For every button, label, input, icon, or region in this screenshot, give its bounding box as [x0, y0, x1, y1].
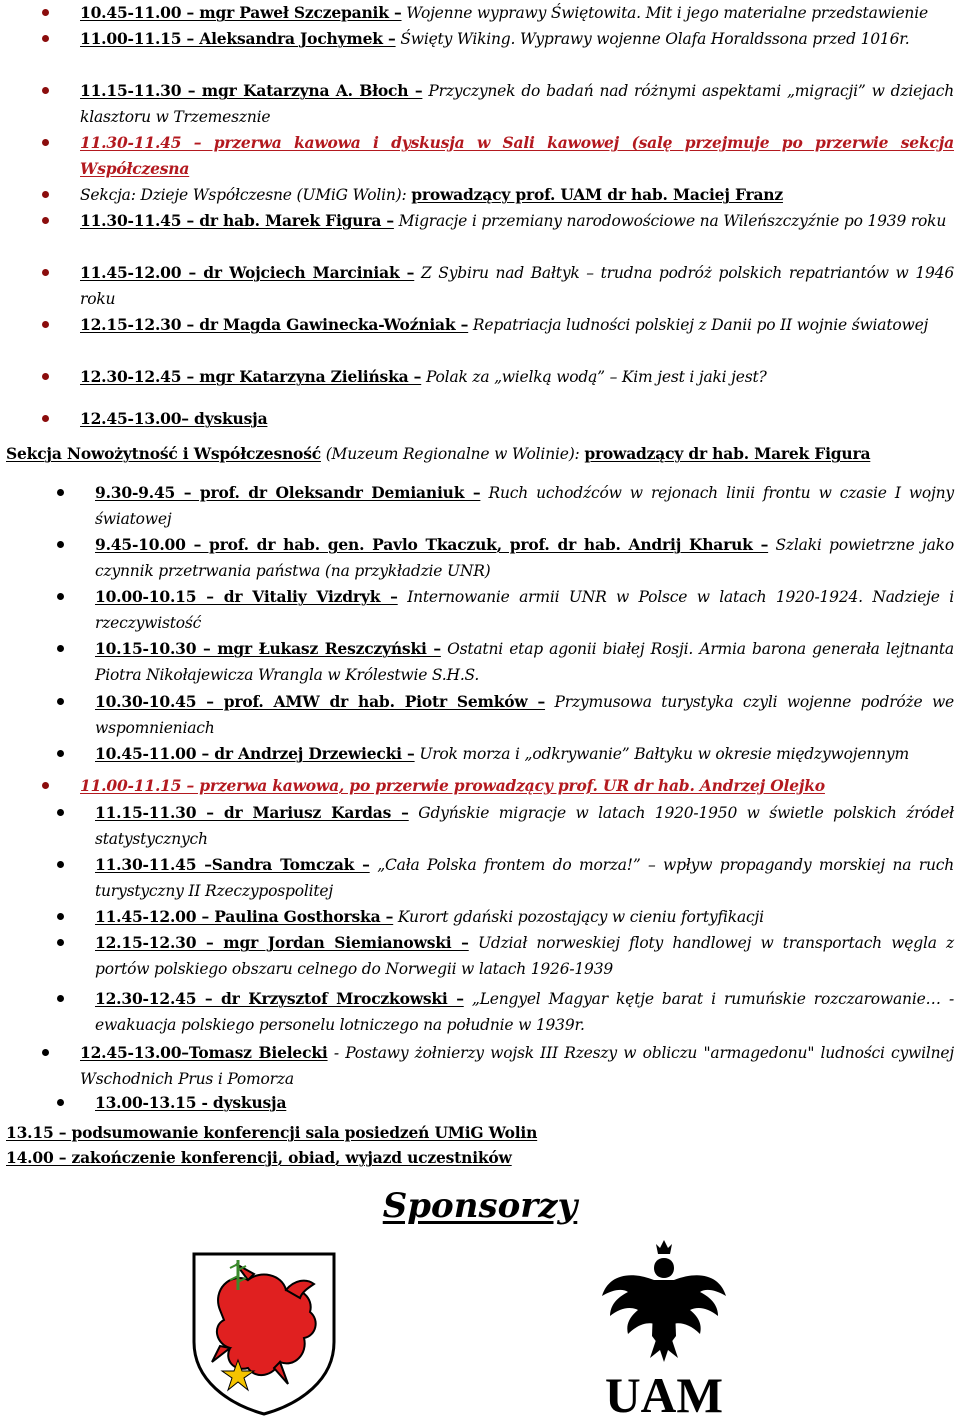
session-time-speaker: 9.45-10.00 – prof. dr hab. gen. Pavlo Tkaczuk, prof. dr hab. Andrij Kharuk – [95, 535, 769, 554]
session-title: Internowanie armii UNR w Polsce w latach 1920-1924. Nadzieje i rzeczywistość [95, 588, 954, 632]
session-time-speaker: 11.45-12.00 – dr Wojciech Marciniak – [80, 263, 415, 282]
closing-line: 13.15 – podsumowanie konferencji sala posiedzeń UMiG Wolin [6, 1123, 538, 1142]
coat-of-arms-griffin-logo [190, 1250, 338, 1416]
section-chair: prowadzący dr hab. Marek Figura [584, 444, 871, 463]
session-time-speaker: 10.45-11.00 – mgr Paweł Szczepanik – [80, 3, 402, 22]
bullet-icon [42, 87, 49, 94]
bullet-icon [57, 541, 64, 548]
bullet-icon [42, 139, 49, 146]
bullet-icon [42, 415, 49, 422]
session-time-speaker: 11.00-11.15 – Aleksandra Jochymek – [80, 29, 396, 48]
session-title: Gdyńskie migracje w latach 1920-1950 w świetle polskich źródeł statystycznych [95, 804, 954, 848]
session-time-speaker: 12.15-12.30 – mgr Jordan Siemianowski – [95, 933, 469, 952]
program-item [0, 130, 960, 182]
section-venue: (Muzeum Regionalne w Wolinie): [325, 445, 580, 463]
bullet-icon [57, 939, 64, 946]
program-item [0, 773, 960, 799]
bullet-icon [57, 593, 64, 600]
bullet-icon [57, 861, 64, 868]
bullet-icon [57, 995, 64, 1002]
session-title: Przymusowa turystyka czyli wojenne podróże we wspomnieniach [95, 693, 954, 737]
break-notice: 11.00-11.15 – przerwa kawowa, po przerwie prowadzący prof. UR dr hab. Andrzej Olejko [80, 776, 825, 795]
session-title: Ruch uchodźców w rejonach linii frontu w czasie I wojny światowej [95, 484, 954, 528]
program-item [0, 904, 960, 930]
bullet-icon [57, 645, 64, 652]
session-time-speaker: 11.45-12.00 – Paulina Gosthorska – [95, 907, 394, 926]
session-title: „Lengyel Magyar kętje barat i rumuńskie rozczarowanie… - ewakuacja polskiego personelu lotniczego na południe w 1939r. [95, 990, 955, 1034]
session-time-speaker: 11.30-11.45 – dr hab. Marek Figura – [80, 211, 394, 230]
bullet-icon [42, 9, 49, 16]
bullet-icon [57, 809, 64, 816]
session-title: Urok morza i „odkrywanie” Bałtyku w okresie międzywojennym [419, 745, 909, 763]
session-title: - Postawy żołnierzy wojsk III Rzeszy w obliczu "armagedonu" ludności cywilnej Wschodnich Prus i Pomorza [80, 1044, 954, 1088]
bullet-icon [42, 782, 49, 789]
session-title: Przyczynek do badań nad różnymi aspektami „migracji” w dziejach klasztoru w Trzemesznie [80, 82, 954, 126]
session-title: Migracje i przemiany narodowościowe na Wileńszczyźnie po 1939 roku [398, 212, 947, 230]
bullet-icon [57, 750, 64, 757]
session-time-speaker: 12.45-13.00–Tomasz Bielecki [80, 1043, 328, 1062]
session-time-speaker: 10.45-11.00 – dr Andrzej Drzewiecki – [95, 744, 415, 763]
session-title: Sekcja: Dzieje Współczesne (UMiG Wolin): [80, 186, 407, 204]
bullet-icon [42, 217, 49, 224]
program-item [0, 1120, 960, 1146]
program-item [0, 312, 960, 338]
bullet-icon [57, 913, 64, 920]
session-time-speaker: 13.00-13.15 - dyskusja [95, 1093, 287, 1112]
bullet-icon [57, 489, 64, 496]
program-item [0, 689, 960, 741]
program-item [0, 364, 960, 390]
program-item [0, 986, 960, 1038]
program-item [0, 182, 960, 208]
session-title: Repatriacja ludności polskiej z Danii po II wojnie światowej [472, 316, 929, 334]
program-item [0, 260, 960, 312]
session-title: Polak za „wielką wodą” – Kim jest i jaki jest? [425, 368, 767, 386]
session-title: Szlaki powietrzne jako czynnik przetrwania państwa (na przykładzie UNR) [95, 536, 954, 580]
program-item [0, 636, 960, 688]
bullet-icon [42, 269, 49, 276]
program-item [0, 1040, 960, 1092]
program-item [0, 0, 960, 26]
session-title: Udział norweskiej floty handlowej w transportach węgla z portów polskiego obszaru celnego do Norwegii w latach 1926-1939 [95, 934, 954, 978]
session-time-speaker: 12.30-12.45 – dr Krzysztof Mroczkowski – [95, 989, 464, 1008]
program-item [0, 741, 960, 767]
program-item [0, 26, 960, 52]
program-item [0, 480, 960, 532]
sponsors-heading: Sponsorzy [382, 1186, 578, 1226]
program-item [0, 1090, 960, 1116]
bullet-icon [42, 35, 49, 42]
program-item [0, 441, 960, 467]
session-time-speaker: 10.15-10.30 – mgr Łukasz Reszczyński – [95, 639, 441, 658]
program-item [0, 584, 960, 636]
program-item [0, 1145, 960, 1171]
program-item [0, 532, 960, 584]
uam-eagle-logo [598, 1240, 730, 1416]
bullet-icon [42, 373, 49, 380]
program-item [0, 78, 960, 130]
closing-line: 14.00 – zakończenie konferencji, obiad, wyjazd uczestników [6, 1148, 512, 1167]
session-title: Kurort gdański pozostający w cieniu fortyfikacji [397, 908, 764, 926]
session-title: Z Sybiru nad Bałtyk – trudna podróż polskich repatriantów w 1946 roku [80, 264, 954, 308]
session-time-speaker: 10.00-10.15 – dr Vitaliy Vizdryk – [95, 587, 398, 606]
session-time-speaker: 12.45-13.00– dyskusja [80, 409, 268, 428]
session-time-speaker: 10.30-10.45 – prof. AMW dr hab. Piotr Semków – [95, 692, 546, 711]
program-item [0, 406, 960, 432]
uam-logo-text: UAM [605, 1367, 723, 1416]
program-item [0, 852, 960, 904]
session-time-speaker: 12.30-12.45 – mgr Katarzyna Zielińska – [80, 367, 422, 386]
session-time-speaker: 11.30-11.45 –Sandra Tomczak – [95, 855, 370, 874]
bullet-icon [42, 191, 49, 198]
session-title: „Cała Polska frontem do morza!” – wpływ propagandy morskiej na ruch turystyczny II Rzeczypospolitej [95, 856, 955, 900]
program-item [0, 800, 960, 852]
program-item [0, 930, 960, 982]
bullet-icon [42, 321, 49, 328]
session-title: Wojenne wyprawy Świętowita. Mit i jego materialne przedstawienie [406, 4, 928, 22]
session-time-speaker: 12.15-12.30 – dr Magda Gawinecka-Woźniak – [80, 315, 469, 334]
session-title: Ostatni etap agonii białej Rosji. Armia barona generała lejtnanta Piotra Nikołajewicza Wrangla w Królestwie S.H.S. [95, 640, 954, 684]
bullet-icon [57, 698, 64, 705]
session-time-speaker: 11.15-11.30 – dr Mariusz Kardas – [95, 803, 409, 822]
session-title: Święty Wiking. Wyprawy wojenne Olafa Horaldssona przed 1016r. [400, 30, 910, 48]
bullet-icon [57, 1099, 64, 1106]
session-time-speaker: 9.30-9.45 – prof. dr Oleksandr Demianiuk – [95, 483, 481, 502]
session-time-speaker: 11.15-11.30 – mgr Katarzyna A. Błoch – [80, 81, 423, 100]
break-notice: 11.30-11.45 – przerwa kawowa i dyskusja w Sali kawowej (salę przejmuje po przerwie sekcja Współczesna [80, 133, 954, 178]
bullet-icon [42, 1049, 49, 1056]
program-item [0, 208, 960, 234]
section-title: Sekcja Nowożytność i Współczesność [6, 444, 321, 463]
section-chair: prowadzący prof. UAM dr hab. Maciej Franz [411, 185, 783, 204]
